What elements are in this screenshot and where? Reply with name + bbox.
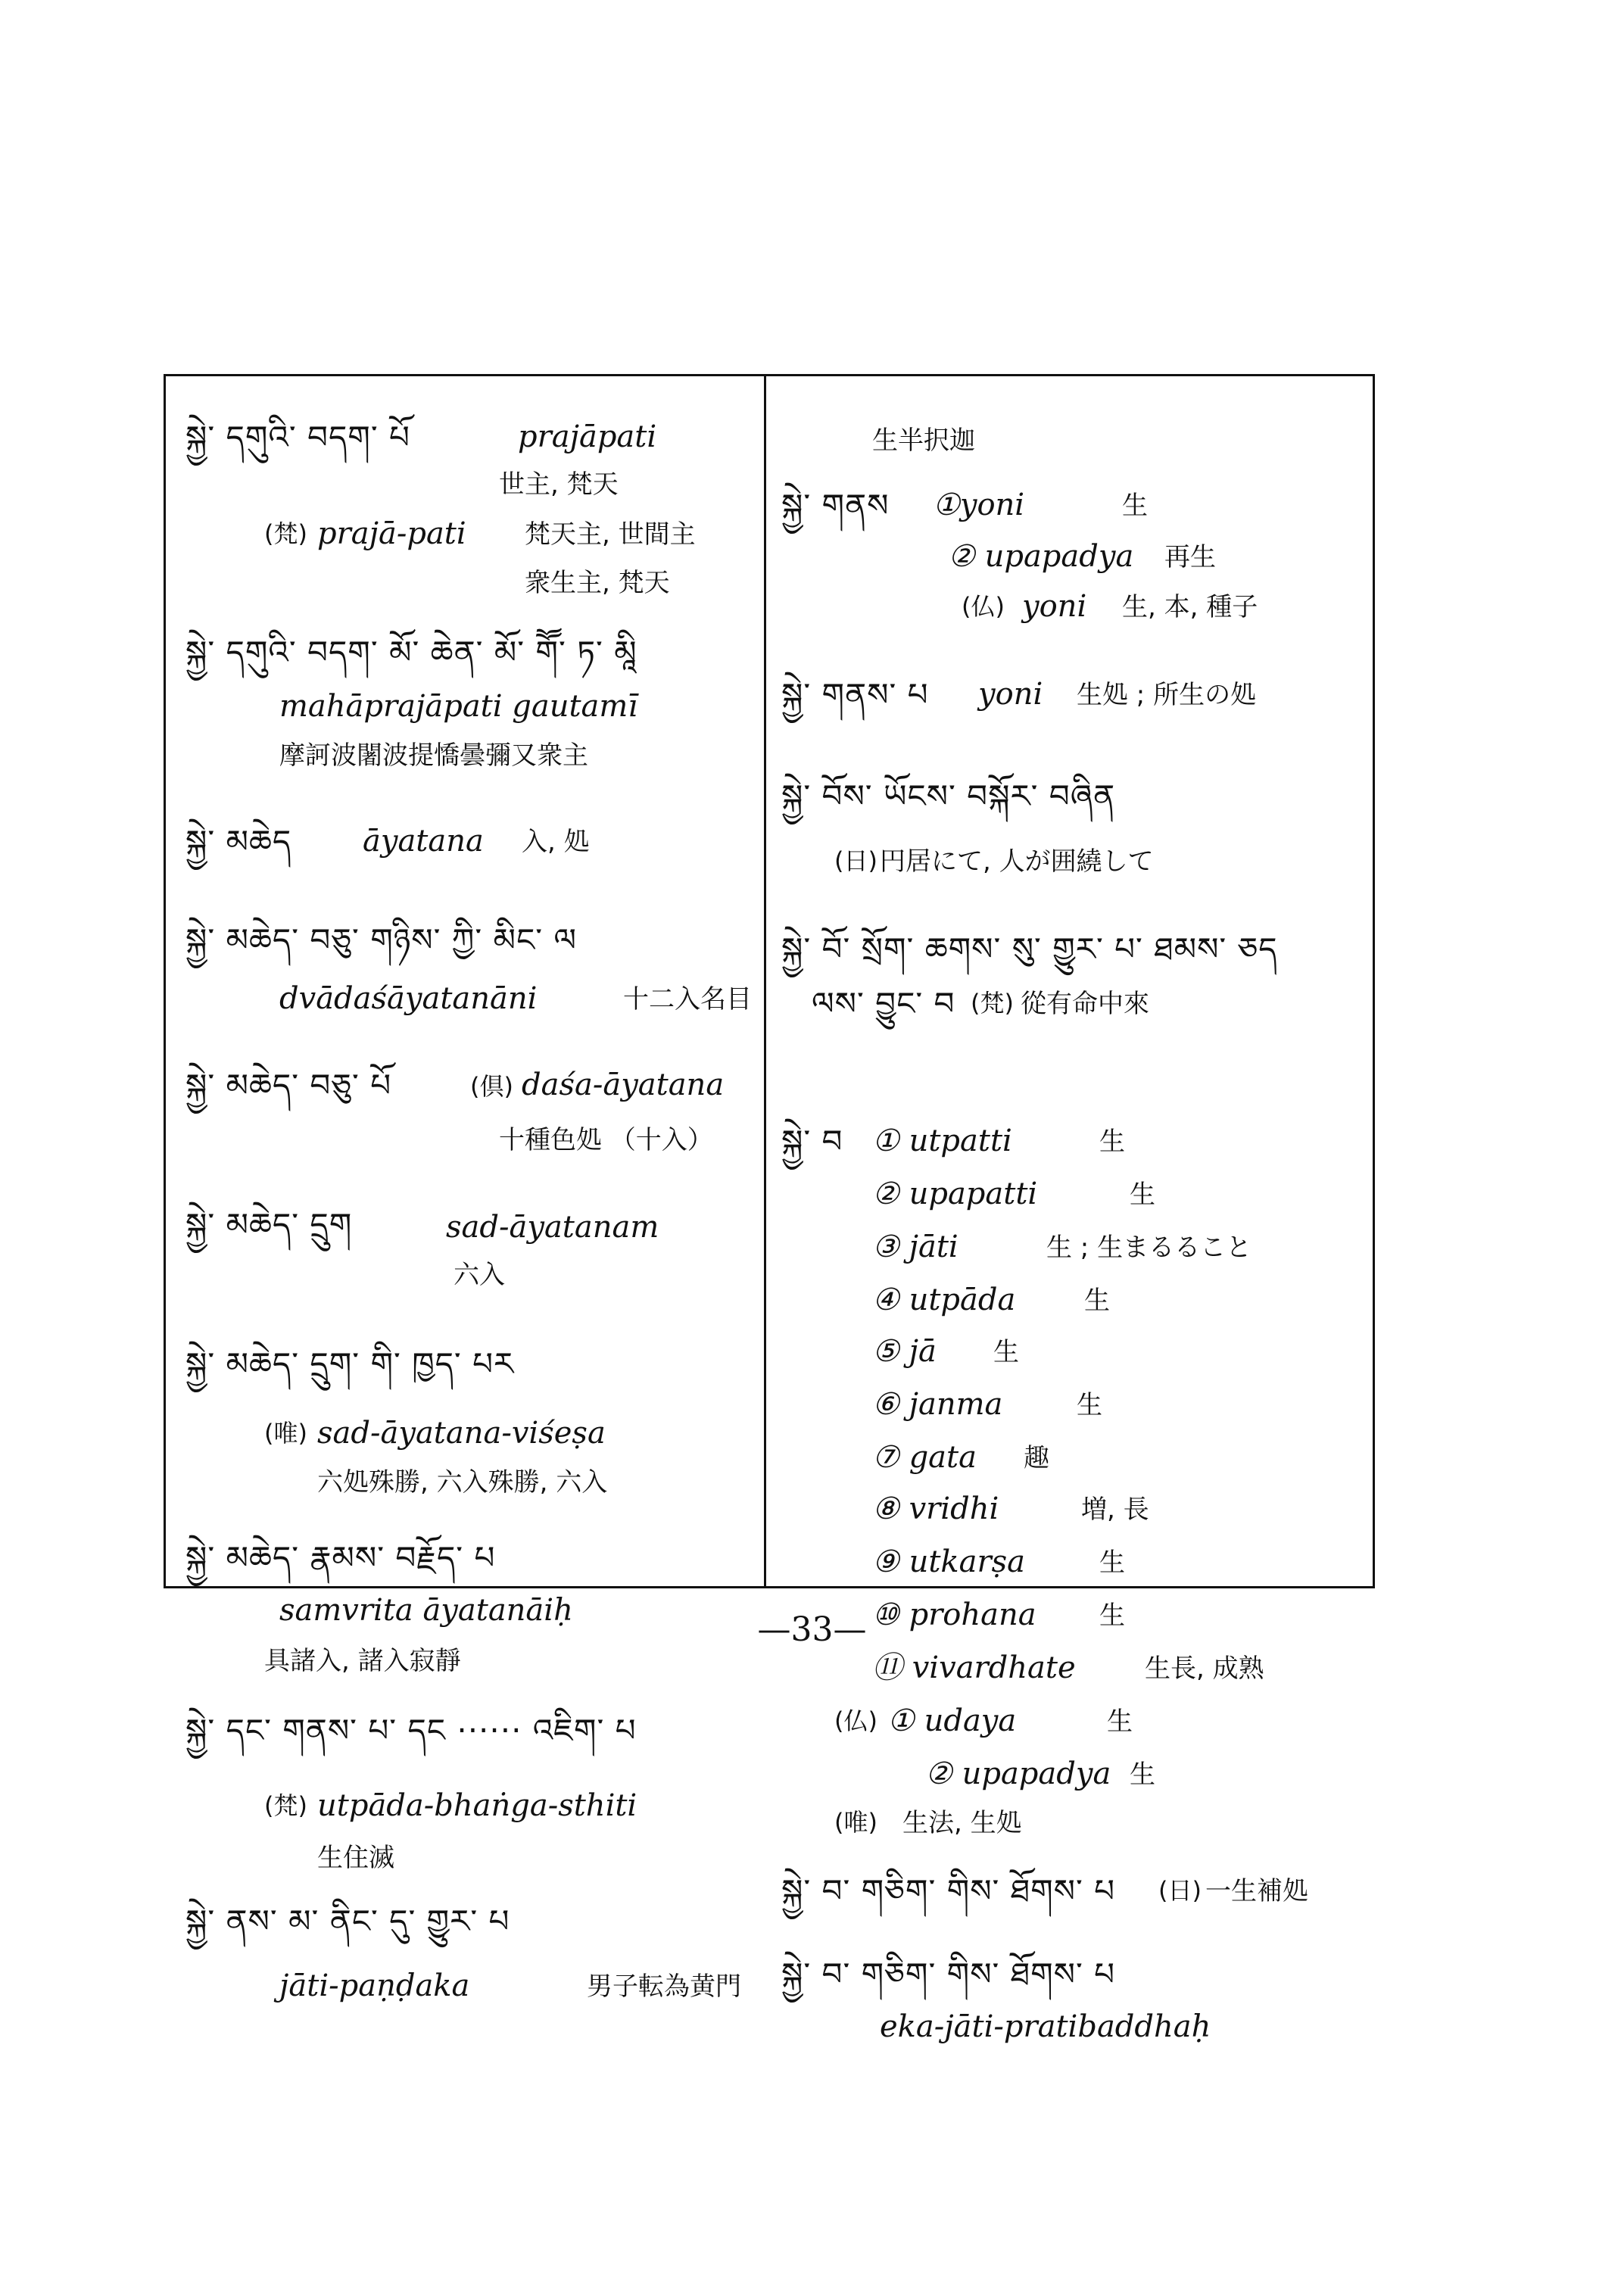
sanskrit-term: samvrita āyatanāiḥ — [279, 1593, 573, 1628]
tibetan-headword: སྐྱེ་ གནས — [781, 487, 890, 524]
tibetan-headword: སྐྱེ་ བ་ གཅིག་ གིས་ ཐོགས་ པ — [781, 1872, 1116, 1909]
gloss: 世主, 梵天 — [499, 469, 619, 500]
tibetan-headword: སྐྱེ་ ནས་ མ་ ནིང་ དུ་ གྱུར་ པ — [185, 1903, 510, 1940]
sanskrit-term: āyatana — [363, 824, 484, 859]
gloss: 生, 本, 種子 — [1122, 592, 1258, 622]
source-tag: (仏) — [834, 1706, 877, 1735]
gloss: 具諸入, 諸入寂靜 — [264, 1646, 461, 1676]
sanskrit-term: ①yoni — [933, 488, 1025, 522]
sanskrit-term: mahāprajāpati gautamī — [279, 689, 638, 724]
sanskrit-term: yoni — [978, 677, 1043, 712]
source-tag: (梵) — [264, 519, 307, 548]
tibetan-headword: སྐྱེ་ བོས་ ཡོངས་ བསྐོར་ བཞིན — [781, 778, 1116, 815]
sense-term: ⑧ vridhi — [872, 1491, 999, 1526]
sanskrit-term: yoni — [1022, 589, 1087, 624]
sense-term: ⑥ janma — [872, 1387, 1003, 1422]
sanskrit-term: prajā-pati — [317, 516, 466, 551]
left-column — [166, 376, 764, 2003]
sense-term: ⑩ prohana — [872, 1597, 1036, 1632]
sense-term: ④ utpāda — [872, 1283, 1016, 1317]
tibetan-headword: སྐྱེ་ མཆེད་ དྲུག་ གི་ ཁྱད་ པར — [185, 1345, 515, 1382]
sense-gloss: 趣 — [1024, 1443, 1049, 1473]
gloss: 生住滅 — [317, 1843, 394, 1873]
sanskrit-term: dvādaśāyatanāni — [279, 981, 538, 1016]
tibetan-headword: སྐྱེ་ དགུའི་ བདག་ མོ་ ཆེན་ མོ་ གཽ་ ཏ་ མཱི — [185, 634, 637, 671]
source-tag: (梵) — [971, 989, 1014, 1018]
gloss: 円居にて, 人が囲繞して — [880, 846, 1154, 877]
tibetan-headword: སྐྱེ་ བོ་ སྲོག་ ཆགས་ སུ་ གྱུར་ པ་ ཐམས་ ཅད — [781, 930, 1278, 968]
tibetan-headword: སྐྱེ་ གནས་ པ — [781, 676, 929, 713]
sanskrit-term: eka-jāti-pratibaddhaḥ — [880, 2009, 1211, 2044]
tibetan-headword: སྐྱེ་ བ་ གཅིག་ གིས་ ཐོགས་ པ — [781, 1956, 1116, 1993]
sanskrit-term: ① udaya — [887, 1703, 1017, 1738]
sense-gloss: 生 ; 生まるること — [1046, 1233, 1252, 1263]
sense-gloss: 生 — [1099, 1601, 1125, 1631]
gloss: 十二入名目 — [623, 984, 752, 1015]
sense-gloss: 増, 長 — [1081, 1495, 1149, 1525]
sense-term: ⑨ utkarṣa — [872, 1544, 1025, 1579]
sense-gloss: 生 — [1099, 1127, 1125, 1157]
sanskrit-term: jāti-paṇḍaka — [279, 1968, 470, 2003]
tibetan-headword: སྐྱེ་ མཆེད་ བཅུ་ པོ — [185, 1067, 392, 1104]
tibetan-headword: སྐྱེ་ དགུའི་ བདག་ པོ — [185, 419, 410, 456]
gloss: 一生補処 — [1205, 1876, 1308, 1906]
sense-term: ③ jāti — [872, 1230, 959, 1264]
gloss: 衆生主, 梵天 — [525, 568, 670, 598]
gloss: 六処殊勝, 六入殊勝, 六入 — [317, 1467, 608, 1498]
sense-gloss: 生長, 成熟 — [1145, 1653, 1264, 1684]
sanskrit-term: daśa-āyatana — [522, 1068, 725, 1102]
sense-term: ⑦ gata — [872, 1440, 977, 1475]
tibetan-headword: སྐྱེ་ མཆེད་ རྣམས་ བརྗོད་ པ — [185, 1539, 496, 1576]
sanskrit-term: sad-āyatanam — [446, 1210, 659, 1245]
gloss: 十種色処 （十入） — [499, 1125, 713, 1155]
sense-gloss: 生 — [1099, 1548, 1125, 1578]
gloss: 摩訶波闍波提憍曇彌又衆主 — [279, 740, 588, 771]
sense-gloss: 生 — [1130, 1180, 1155, 1210]
gloss: 梵天主, 世間主 — [525, 519, 696, 550]
gloss: 生 — [1130, 1759, 1155, 1790]
sense-term: ⑤ jā — [872, 1334, 937, 1369]
sense-term: ② upapatti — [872, 1177, 1038, 1211]
tibetan-headword: སྐྱེ་ མཆེད — [185, 823, 292, 860]
gloss: 男子転為黄門 — [587, 1971, 741, 2002]
tibetan-headword: སྐྱེ་ མཆེད་ དྲུག — [185, 1206, 353, 1243]
gloss: 生 — [1122, 491, 1148, 521]
sense-term: ⑪ vivardhate — [872, 1650, 1076, 1685]
sense-term: ① utpatti — [872, 1124, 1012, 1158]
sanskrit-term: prajāpati — [518, 419, 657, 454]
sanskrit-term: ② upapadya — [948, 539, 1134, 574]
gloss: 生 — [1107, 1706, 1133, 1737]
gloss: 六入 — [454, 1260, 505, 1290]
tibetan-headword: སྐྱེ་ མཆེད་ བཅུ་ གཉིས་ ཀྱི་ མིང་ ལ — [185, 921, 578, 958]
source-tag: (仏) — [962, 592, 1005, 621]
gloss: 生半択迦 — [872, 425, 975, 456]
tibetan-headword: སྐྱེ་ དང་ གནས་ པ་ དང ······ འཇིག་ པ — [185, 1712, 637, 1749]
gloss: 再生 — [1164, 542, 1216, 572]
page-number: —33— — [757, 1610, 867, 1649]
tibetan-continuation: ལས་ བྱུང་ བ — [812, 985, 955, 1022]
gloss: 生法, 生処 — [902, 1808, 1022, 1838]
sanskrit-term: ② upapadya — [925, 1756, 1111, 1791]
source-tag: (日) — [834, 846, 877, 875]
gloss: 入, 処 — [522, 827, 590, 857]
sanskrit-term: sad-āyatana-viśeṣa — [317, 1416, 606, 1451]
sense-gloss: 生 — [1084, 1286, 1110, 1316]
gloss: 從有命中來 — [1021, 989, 1149, 1019]
source-tag: (倶) — [470, 1072, 513, 1101]
source-tag: (唯) — [834, 1808, 877, 1837]
tibetan-headword: སྐྱེ་ བ — [781, 1123, 843, 1160]
sense-gloss: 生 — [1077, 1390, 1102, 1420]
source-tag: (唯) — [264, 1419, 307, 1448]
source-tag: (日) — [1158, 1876, 1202, 1905]
source-tag: (梵) — [264, 1791, 307, 1820]
gloss: 生処 ; 所生の処 — [1077, 680, 1257, 710]
sense-gloss: 生 — [993, 1337, 1019, 1367]
sanskrit-term: utpāda-bhaṅga-sthiti — [317, 1788, 637, 1823]
